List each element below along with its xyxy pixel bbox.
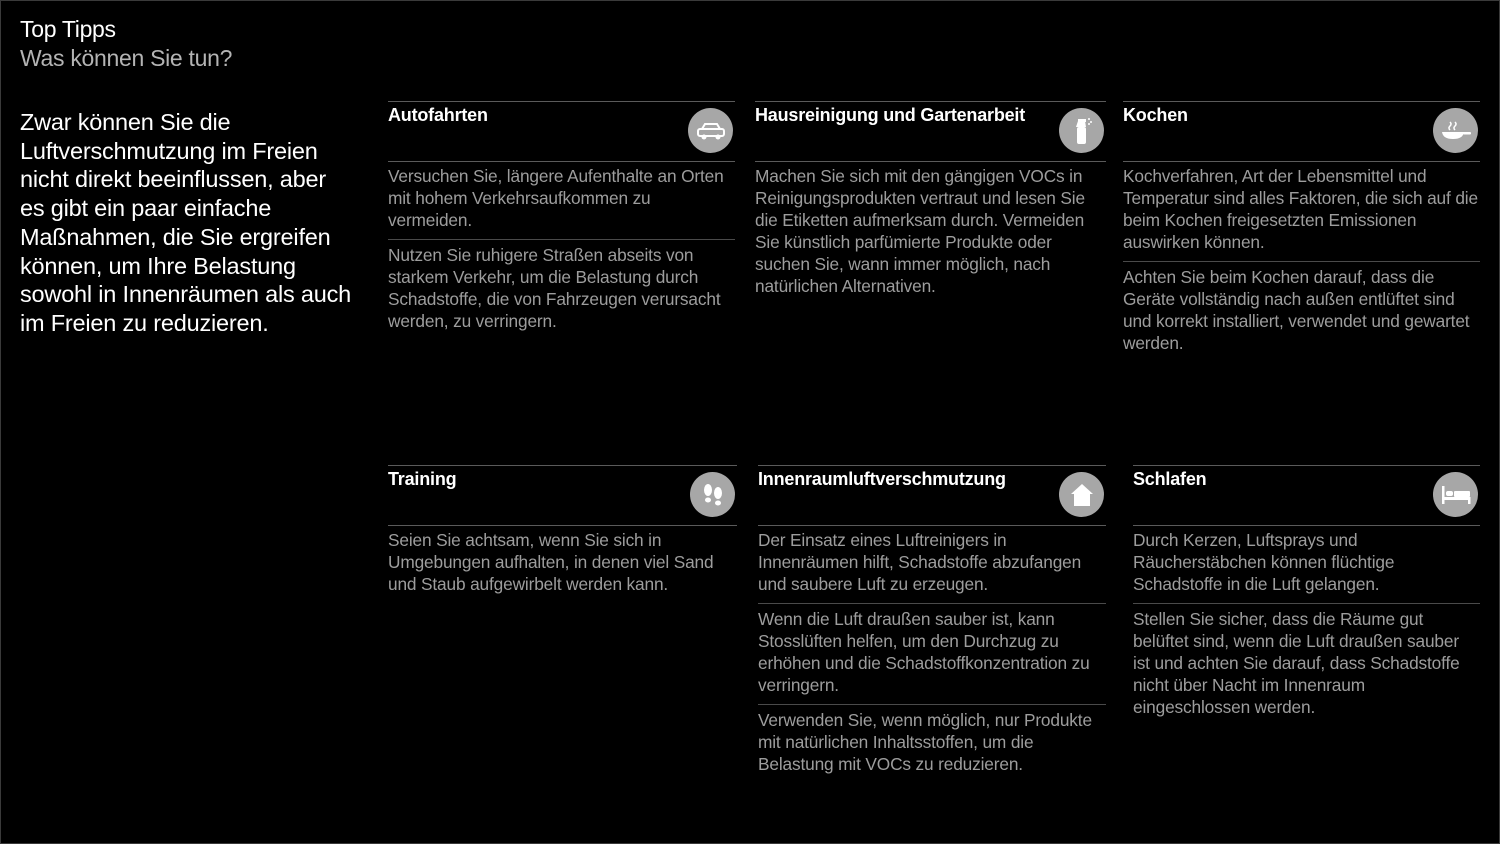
card-title: Autofahrten	[388, 105, 488, 125]
car-icon	[688, 108, 733, 153]
card-header	[1123, 101, 1480, 162]
card-paragraph: Nutzen Sie ruhigere Straßen abseits von starkem Verkehr, um die Belastung durch Schadstoffe, die von Fahrzeugen verursacht werden, zu verringern.	[388, 239, 735, 340]
card-header	[758, 465, 1106, 526]
card-header	[388, 465, 737, 526]
card-title: Innenraumluftverschmutzung	[758, 469, 1006, 489]
card-paragraph: Machen Sie sich mit den gängigen VOCs in Reinigungsprodukten vertraut und lesen Sie die Etiketten aufmerksam durch. Vermeiden Sie künstlich parfümierte Produkte oder suchen Sie, wann immer möglich, nach natürlichen Alternativen.	[755, 166, 1085, 296]
card-paragraph: Der Einsatz eines Luftreinigers in Innenräumen hilft, Schadstoffe abzufangen und saubere Luft zu erzeugen.	[758, 530, 1082, 594]
page-title: Top Tipps	[20, 16, 116, 42]
footprints-icon	[690, 472, 735, 517]
card-paragraph: Verwenden Sie, wenn möglich, nur Produkte mit natürlichen Inhaltsstoffen, um die Belastung mit VOCs zu reduzieren.	[758, 704, 1106, 783]
tip-card-training	[388, 465, 737, 603]
tip-card-hausreinigung	[755, 101, 1106, 305]
card-paragraph: Wenn die Luft draußen sauber ist, kann Stosslüften helfen, um den Durchzug zu erhöhen und die Schadstoffkonzentration zu verringern.	[758, 603, 1106, 704]
frying-pan-icon	[1433, 108, 1478, 153]
card-header	[755, 101, 1106, 162]
card-title: Schlafen	[1133, 469, 1207, 489]
card-paragraph: Achten Sie beim Kochen darauf, dass die Geräte vollständig nach außen entlüftet sind und korrekt installiert, verwendet und gewartet werden.	[1123, 261, 1480, 362]
tip-card-autofahrten	[388, 101, 735, 340]
card-header	[388, 101, 735, 162]
card-paragraph: Versuchen Sie, längere Aufenthalte an Orten mit hohem Verkehrsaufkommen zu vermeiden.	[388, 166, 724, 230]
intro-text: Zwar können Sie die Luftverschmutzung im Freien nicht direkt beeinflussen, aber es gibt ein paar einfache Maßnahmen, die Sie ergreifen können, um Ihre Belastung sowohl in Innenräumen als auch im Freien zu reduzieren.	[20, 109, 352, 336]
tip-card-innenraum	[758, 465, 1106, 783]
card-header	[1133, 465, 1480, 526]
page-subtitle: Was können Sie tun?	[20, 45, 233, 71]
card-paragraph: Seien Sie achtsam, wenn Sie sich in Umgebungen aufhalten, in denen viel Sand und Staub aufgewirbelt werden kann.	[388, 530, 714, 594]
card-paragraph: Durch Kerzen, Luftsprays und Räucherstäbchen können flüchtige Schadstoffe in die Luft gelangen.	[1133, 530, 1395, 594]
card-title: Training	[388, 469, 457, 489]
card-title: Hausreinigung und Gartenarbeit	[755, 105, 1026, 125]
tip-card-kochen	[1123, 101, 1480, 362]
card-paragraph: Stellen Sie sicher, dass die Räume gut belüftet sind, wenn die Luft draußen sauber ist und achten Sie darauf, dass Schadstoffe nicht über Nacht im Innenraum eingeschlossen werden.	[1133, 603, 1480, 726]
house-icon	[1059, 472, 1104, 517]
card-paragraph: Kochverfahren, Art der Lebensmittel und Temperatur sind alles Faktoren, die sich auf die beim Kochen freigesetzten Emissionen auswirken können.	[1123, 166, 1478, 252]
tip-card-schlafen	[1133, 465, 1480, 726]
card-title: Kochen	[1123, 105, 1188, 125]
bed-icon	[1433, 472, 1478, 517]
page-header	[20, 15, 232, 73]
spray-bottle-icon	[1059, 108, 1104, 153]
